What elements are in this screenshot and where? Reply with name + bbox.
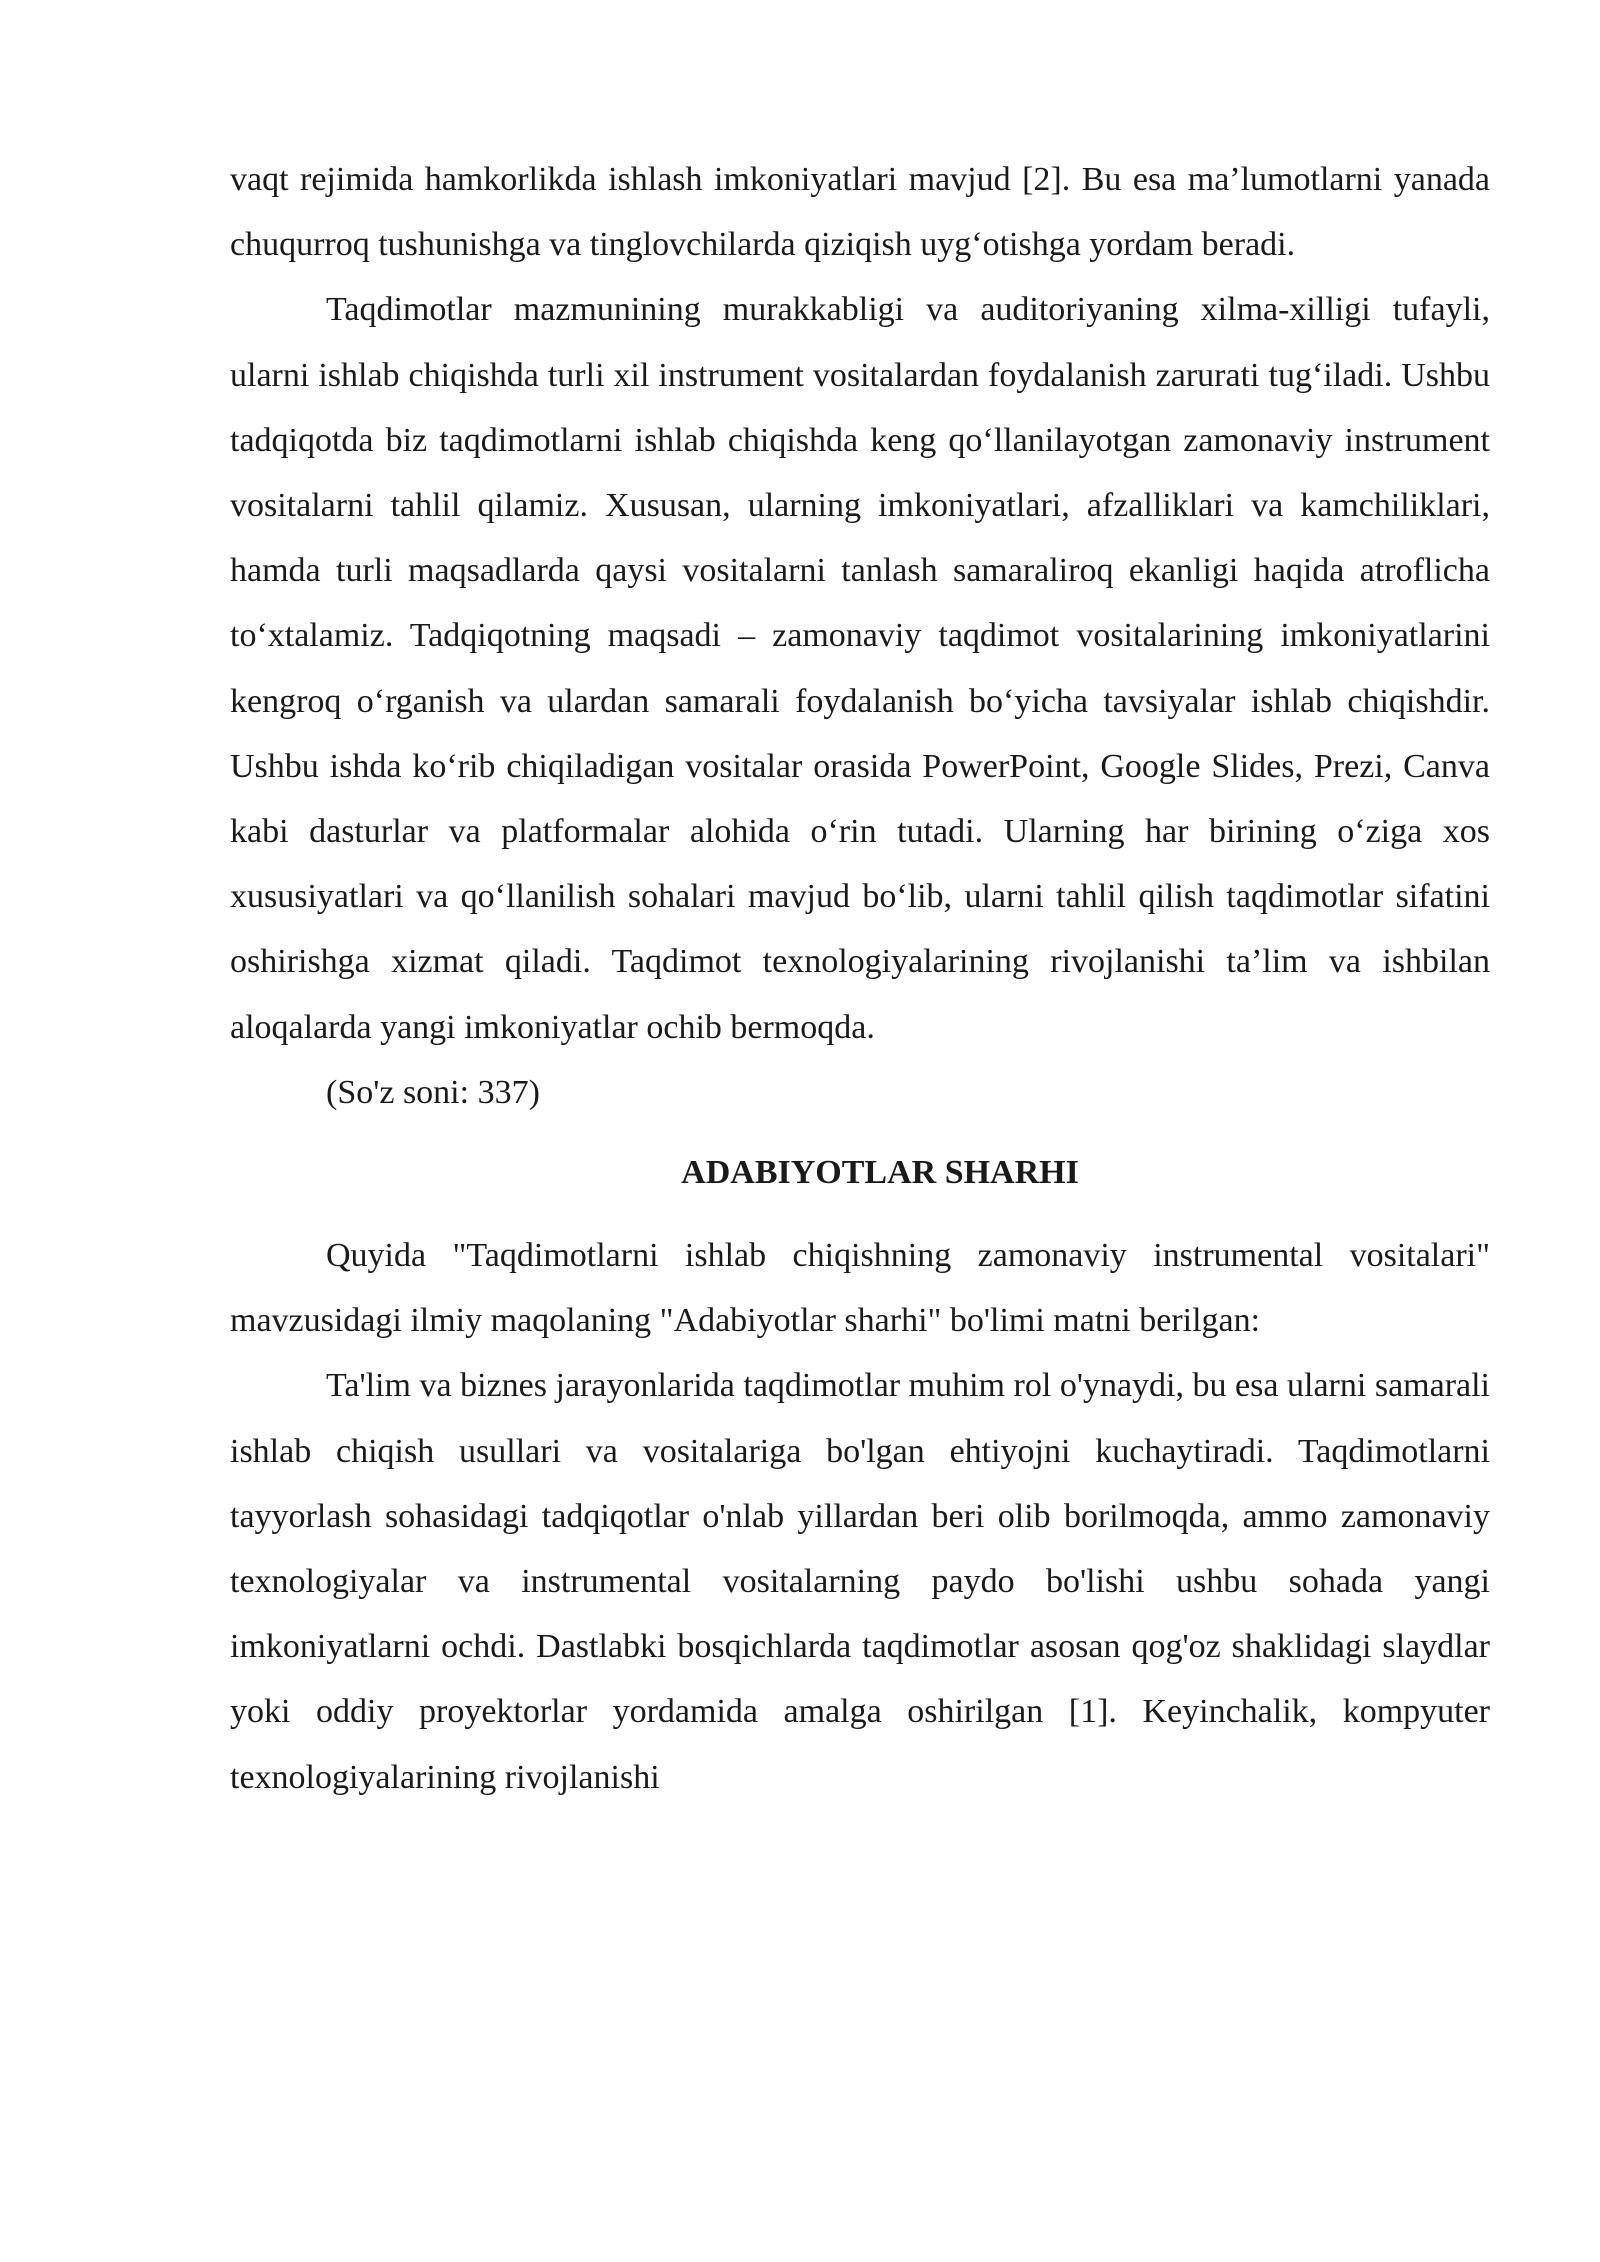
paragraph-introduction: Taqdimotlar mazmunining murakkabligi va auditoriyaning xilma-xilligi tufayli, ularni ishlab chiqishda turli xil instrument vositalardan foydalanish zarurati tug‘iladi. Ushbu tadqiqotda biz taqdimotlarni ishlab chiqishda keng qo‘llanilayotgan zamonaviy instrument vositalarni tahlil qilamiz. Xususan, ularning imkoniyatlari, afzalliklari va kamchiliklari, hamda turli maqsadlarda qaysi vositalarni tanlash samaraliroq ekanligi haqida atroflicha to‘xtalamiz. Tadqiqotning maqsadi – zamonaviy taqdimot vositalarining imkoniyatlarini kengroq o‘rganish va ulardan samarali foydalanish bo‘yicha tavsiyalar ishlab chiqishdir. Ushbu ishda ko‘rib chiqiladigan vositalar orasida PowerPoint, Google Slides, Prezi, Canva kabi dasturlar va platformalar alohida o‘rin tutadi. Ularning har birining o‘ziga xos xususiyatlari va qo‘llanilish sohalari mavjud bo‘lib, ularni tahlil qilish taqdimotlar sifatini oshirishga xizmat qiladi. Taqdimot texnologiyalarining rivojlanishi ta’lim va ishbilan aloqalarda yangi imkoniyatlar ochib bermoqda. — [230, 291, 1490, 1046]
paragraph-continuation: vaqt rejimida hamkorlikda ishlash imkoniyatlari mavjud [2]. Bu esa ma’lumotlarni yanada chuqurroq tushunishga va tinglovchilarda qiziqish uyg‘otishga yordam beradi. — [230, 161, 1490, 264]
paragraph-review-intro: Quyida "Taqdimotlarni ishlab chiqishning zamonaviy instrumental vositalari" mavzusidagi ilmiy maqolaning "Adabiyotlar sharhi" bo'limi matni berilgan: — [230, 1237, 1490, 1340]
document-page — [230, 147, 1490, 1810]
word-count-note: (So'z soni: 337) — [326, 1073, 540, 1111]
paragraph-review-body: Ta'lim va biznes jarayonlarida taqdimotlar muhim rol o'ynaydi, bu esa ularni samarali ishlab chiqish usullari va vositalariga bo'lgan ehtiyojni kuchaytiradi. Taqdimotlarni tayyorlash sohasidagi tadqiqotlar o'nlab yillardan beri olib borilmoqda, ammo zamonaviy texnologiyalar va instrumental vositalarning paydo bo'lishi ushbu sohada yangi imkoniyatlarni ochdi. Dastlabki bosqichlarda taqdimotlar asosan qog'oz shaklidagi slaydlar yoki oddiy proyektorlar yordamida amalga oshirilgan [1]. Keyinchalik, kompyuter texnologiyalarining rivojlanishi — [230, 1367, 1490, 1796]
section-heading: ADABIYOTLAR SHARHI — [681, 1154, 1079, 1192]
